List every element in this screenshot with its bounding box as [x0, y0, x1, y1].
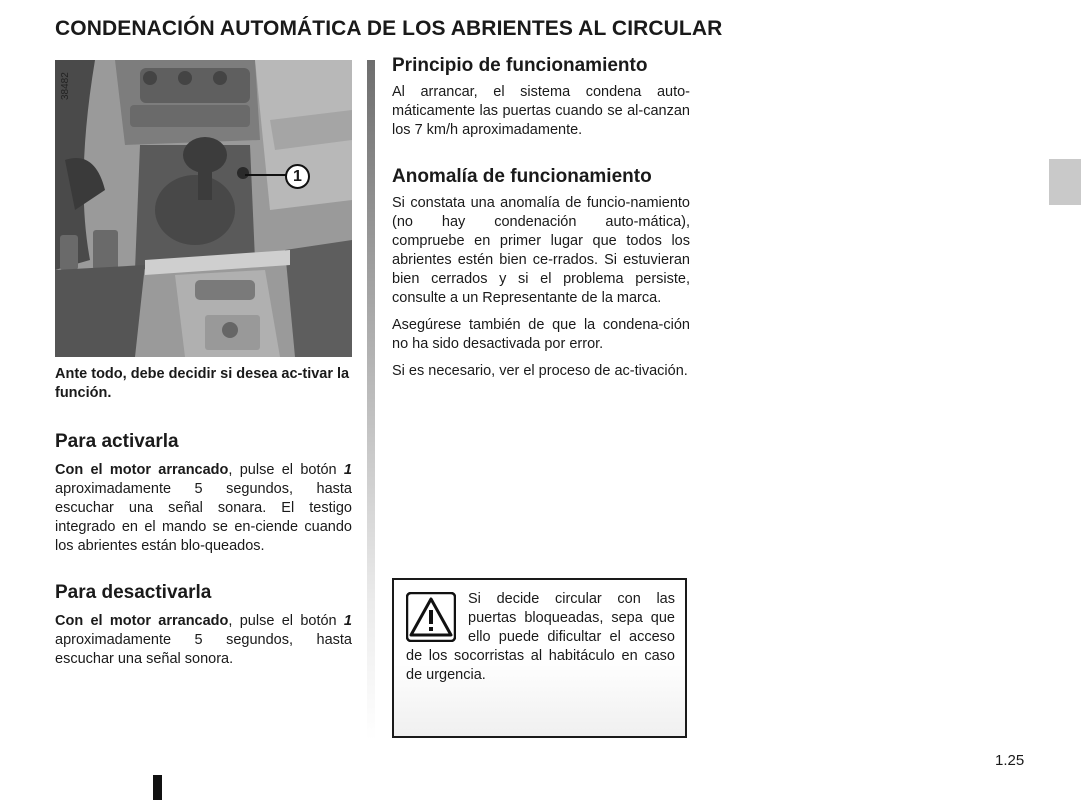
- section-tab: [1049, 159, 1081, 205]
- page-title: CONDENACIÓN AUTOMÁTICA DE LOS ABRIENTES AL CIRCULAR: [55, 17, 723, 40]
- figure-caption: Ante todo, debe decidir si desea ac-tivar la función.: [55, 366, 350, 401]
- column-divider: [367, 60, 375, 740]
- deactivate-heading: Para desactivarla: [55, 582, 212, 603]
- anomaly-heading: Anomalía de funcionamiento: [392, 166, 652, 187]
- activate-text: [55, 461, 352, 556]
- deactivate-lead: Con el motor arrancado: [55, 613, 229, 629]
- callout-marker: 1: [285, 164, 310, 189]
- activate-text-b: aproximadamente 5 segundos, hasta escuchar una señal sonara. El testigo integrado en el mando se en-ciende cuando los abrientes están blo-queados.: [55, 481, 352, 554]
- left-column: [55, 60, 352, 677]
- warning-triangle-icon: [406, 592, 456, 642]
- principle-text: Al arrancar, el sistema condena auto-máticamente las puertas cuando se al-canzan los 7 km/h aproximadamente.: [392, 84, 690, 138]
- warning-box: [392, 578, 687, 738]
- corner-mark: [153, 775, 162, 800]
- principle-heading: Principio de funcionamiento: [392, 55, 648, 76]
- page-number: 1.25: [995, 752, 1025, 769]
- anomaly-text-1: Si constata una anomalía de funcio-namiento (no hay condenación auto-mática), compruebe en primer lugar que todos los abrientes estén bien ce-rrados. Si estuvieran bien cerrados y si el problema persiste, consulte a un Representante de la marca.: [392, 195, 690, 306]
- deactivate-button-ref: 1: [343, 613, 352, 629]
- right-column: [392, 55, 690, 389]
- deactivate-text-b: aproximadamente 5 segundos, hasta escuchar una señal sonora.: [55, 632, 352, 667]
- anomaly-text-2: Asegúrese también de que la condena-ción no ha sido desactivada por error.: [392, 317, 690, 352]
- figure-reference: 38482: [60, 72, 71, 100]
- gear-shift-illustration: [55, 60, 352, 357]
- activate-lead: Con el motor arrancado: [55, 462, 229, 478]
- activate-button-ref: 1: [343, 462, 352, 478]
- activate-heading: Para activarla: [55, 431, 179, 452]
- deactivate-text-a: , pulse el botón: [228, 613, 344, 629]
- warning-text: Si decide circular con las puertas bloqueadas, sepa que ello puede dificultar el acceso de los socorristas al habitáculo en caso de urgencia.: [406, 591, 675, 683]
- deactivate-text: [55, 612, 352, 669]
- anomaly-text-3: Si es necesario, ver el proceso de ac-tivación.: [392, 363, 688, 379]
- activate-text-a: , pulse el botón: [228, 462, 344, 478]
- dashboard-photo: [55, 60, 352, 357]
